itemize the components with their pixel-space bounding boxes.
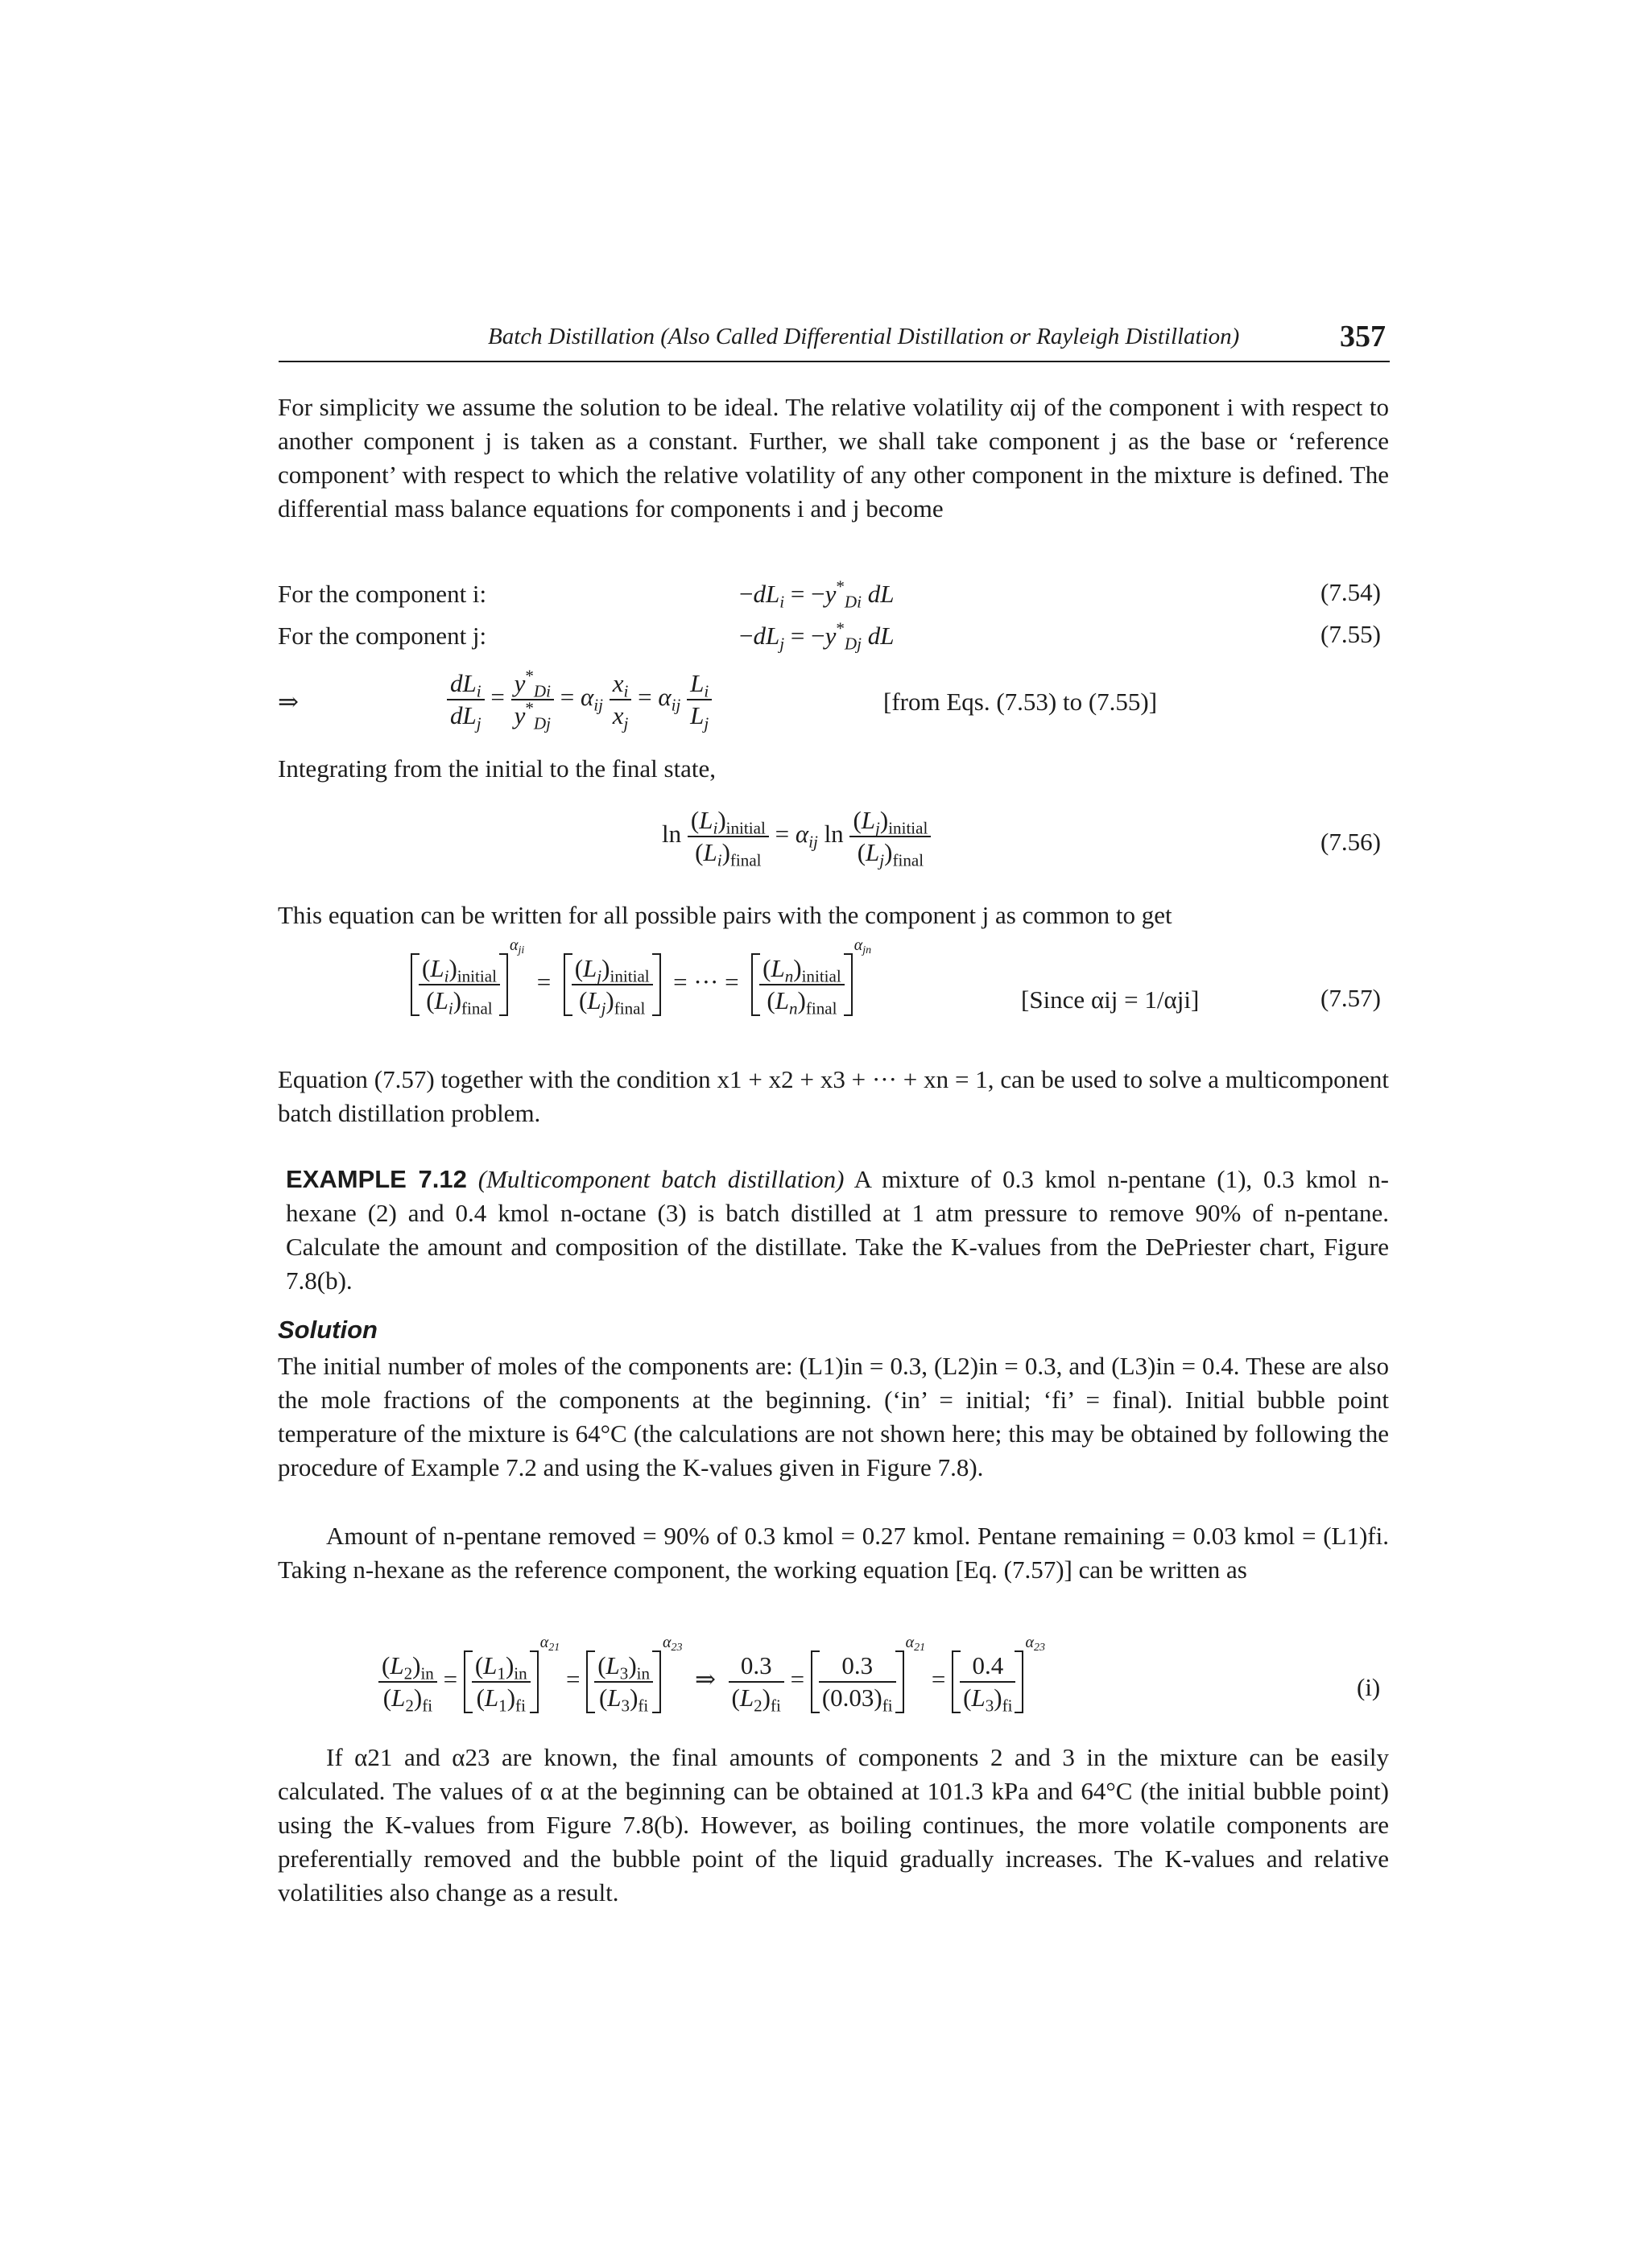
eq-i-number: (i) — [1357, 1673, 1381, 1701]
example-block — [286, 1163, 1389, 1298]
example-text: A mixture of 0.3 kmol n-pentane (1), 0.3 kmol n-hexane (2) and 0.4 kmol n-octane (3) is batch distilled at 1 atm pressure to remove 90% of n-pentane. Calculate the amount and composition of the distillate. Take the K-values from the DePriester chart, Figure 7.8(b). — [286, 1165, 1389, 1295]
eq-7-55-expression: $-dL_j = -y^*_{Dj}$ dL — [739, 618, 895, 654]
solution-para-2: Amount of n-pentane removed = 90% of 0.3 kmol = 0.27 kmol. Pentane remaining = 0.03 kmol = (L1)fi. Taking n-hexane as the reference component, the working equation [Eq. (7.57)] can be written as — [278, 1522, 1389, 1584]
implies-arrow: ⇒ — [278, 688, 299, 716]
solution-heading: Solution — [278, 1316, 378, 1344]
pairs-text: This equation can be written for all possible pairs with the component j as common to get — [278, 901, 1172, 929]
example-label: EXAMPLE 7.12 — [286, 1165, 467, 1193]
solution-para-3: If α21 and α23 are known, the final amounts of components 2 and 3 in the mixture can be easily calculated. The values of α at the beginning can be obtained at 101.3 kPa and 64°C (the initial bubble point) using the K-values from Figure 7.8(b). However, as boiling continues, the more volatile components are preferentially removed and the bubble point of the liquid gradually increases. The K-values and relative volatilities also change as a result. — [278, 1743, 1389, 1907]
eq-7-57-note: [Since αij = 1/αji] — [1021, 985, 1200, 1014]
ratio-equation-note: [from Eqs. (7.53) to (7.55)] — [883, 688, 1158, 716]
eq-7-56-number: (7.56) — [1320, 828, 1381, 856]
equation-paragraph: Equation (7.57) together with the condition x1 + x2 + x3 + ··· + xn = 1, can be used to solve a multicomponent batch distillation problem. — [278, 1065, 1389, 1127]
eq-7-57-number: (7.57) — [1320, 984, 1381, 1012]
header-rule — [279, 361, 1390, 362]
eq-7-54-number: (7.54) — [1320, 578, 1381, 606]
eq-i-expression: $\frac{(L_2)_{in}}{(L_2)_{fi}}$ = $\frac{(L_1)_{in}}{(L_1)_{fi}}$ $\alpha_{21}$ = $\frac{(L_3)_{in}}{(L_3)_{fi}}$ $\alpha_{23}$ ⇒ $\frac{0.3}{(L_2)_{fi}}$ = $\frac{0.3}{(0.03)_{fi}}$ $\alpha_{21}$ = $\frac{0.4}{(L_3)_{fi}}$ $\alpha_{23}$ — [378, 1650, 1045, 1713]
example-title: (Multicomponent batch distillation) — [477, 1165, 845, 1193]
eq-7-54-expression: $-dL_i = -y^*_{Di}$ dL — [739, 576, 895, 612]
intro-paragraph: For simplicity we assume the solution to be ideal. The relative volatility αij of the component i with respect to another component j is taken as a constant. Further, we shall take component j as the base or ‘reference component’ with respect to which the relative volatility of any other component in the mixture is defined. The differential mass balance equations for components i and j become — [278, 393, 1389, 523]
integrating-text: Integrating from the initial to the final state, — [278, 754, 717, 783]
eq-7-54-label: For the component i: — [278, 580, 487, 608]
ratio-equation: $\frac{dL_i}{dL_j}$ = $\frac{y^*_{Di}}{y^*_{Dj}}$ = $\alpha_{ij}$ $\frac{x_i}{x_j}$ = $\alpha_{ij}$ $\frac{L_i}{L_j}$ — [447, 668, 712, 731]
page-number: 357 — [1340, 320, 1386, 353]
solution-para-1: The initial number of moles of the components are: (L1)in = 0.3, (L2)in = 0.3, and (L3)in = 0.4. These are also the mole fractions of the components at the beginning. (‘in’ = initial; ‘fi’ = final). Initial bubble point temperature of the mixture is 64°C (the calculations are not shown here; this may be obtained by following the procedure of Example 7.2 and using the K-values given in Figure 7.8). — [278, 1352, 1389, 1481]
eq-7-56-expression: ln $\frac{(L_i)_{initial}}{(L_i)_{final}}$ = $\alpha_{ij}$ ln $\frac{(L_j)_{initial}}{(L_j)_{final}}$ — [662, 805, 931, 868]
eq-7-55-label: For the component j: — [278, 622, 487, 650]
running-title: Batch Distillation (Also Called Differential Distillation or Rayleigh Distillation) — [488, 324, 1240, 349]
eq-7-57-expression: $\frac{(L_i)_{initial}}{(L_i)_{final}}$ $\alpha_{ji}$ = $\frac{(L_j)_{initial}}{(L_j)_{final}}$ = ··· = $\frac{(L_n)_{initial}}{(L_n)_{final}}$ $\alpha_{jn}$ — [411, 953, 871, 1016]
eq-7-55-number: (7.55) — [1320, 620, 1381, 648]
